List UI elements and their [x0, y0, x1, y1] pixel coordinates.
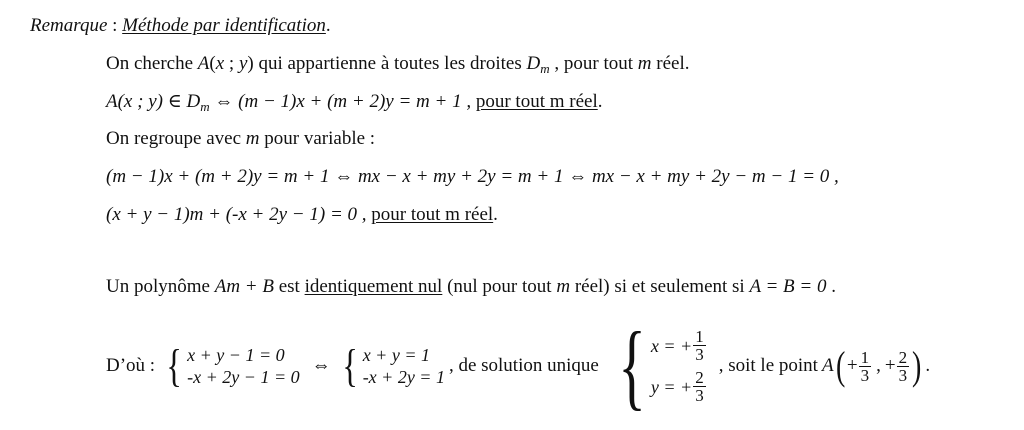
- l5-end: .: [493, 204, 498, 225]
- sol-text: , de solution unique: [448, 355, 599, 376]
- l1-b: A: [197, 53, 210, 74]
- system-1-rows: [187, 344, 299, 388]
- p1-frac: [859, 349, 872, 384]
- p1-sign: +: [846, 355, 858, 376]
- l1-a: On cherche: [106, 53, 198, 74]
- soit-text: , soit le point: [718, 355, 818, 376]
- title-sep: :: [107, 15, 123, 36]
- l5-und: pour tout m réel: [371, 204, 494, 225]
- system-3-rows: [651, 328, 707, 404]
- system-3: [609, 312, 707, 419]
- l6-und: identiquement nul: [304, 276, 443, 297]
- x-eq: x = +: [650, 335, 693, 356]
- p2-num: 2: [898, 347, 908, 367]
- l7-end: .: [925, 355, 931, 376]
- l5-pre: (x + y − 1)m + (-x + 2y − 1) = 0 ,: [106, 204, 372, 225]
- brace-1-icon: {: [166, 340, 182, 391]
- l1-f: y: [238, 53, 248, 74]
- point-A: A: [821, 355, 834, 376]
- l6-d: (nul pour tout: [442, 276, 557, 297]
- l1-m: réel.: [651, 53, 690, 74]
- y-num: 2: [695, 368, 704, 387]
- l6-e: m: [556, 276, 571, 297]
- y-solution: [651, 369, 707, 404]
- l1-e: ;: [224, 53, 239, 74]
- system-2: [339, 340, 445, 391]
- l1-l: m: [637, 53, 652, 74]
- l4-text: (m − 1)x + (m + 2)y = m + 1 ⇔ mx − x + my + 2y = m + 1 ⇔ mx − x + my + 2y − m − 1 = 0 ,: [106, 166, 839, 187]
- p2-frac: [897, 349, 910, 384]
- x-solution: [651, 328, 707, 363]
- title-line: [30, 14, 331, 38]
- line-2: [106, 90, 602, 119]
- p1-den: 3: [860, 365, 870, 385]
- line-4: [106, 165, 839, 189]
- line-1: [106, 52, 689, 81]
- left-paren-icon: (: [835, 343, 845, 388]
- system-1: [163, 340, 300, 391]
- p-comma: ,: [876, 355, 881, 376]
- brace-3-icon: {: [618, 312, 646, 419]
- doun: D’où :: [106, 355, 156, 376]
- s1-r1: x + y − 1 = 0: [187, 345, 285, 365]
- title-end: .: [325, 15, 331, 36]
- l1-j: m: [540, 61, 550, 76]
- p1-num: 1: [860, 347, 870, 367]
- l6-b: Am + B: [214, 276, 274, 297]
- l2-mid: ⇔ (m − 1)x + (m + 2)y = m + 1 ,: [209, 91, 476, 112]
- l3-a: On regroupe avec: [106, 128, 246, 149]
- s2-r1: x + y = 1: [362, 345, 430, 365]
- l6-h: .: [826, 276, 836, 297]
- l1-i: D: [526, 53, 541, 74]
- l2-end: .: [597, 91, 603, 112]
- l1-h: qui appartienne à toutes les droites: [253, 53, 527, 74]
- s2-r2: -x + 2y = 1: [362, 367, 445, 387]
- l6-f: réel) si et seulement si: [570, 276, 750, 297]
- p2-sign: +: [884, 355, 896, 376]
- l6-a: Un polynôme: [106, 276, 215, 297]
- y-frac: [693, 369, 706, 404]
- equiv: ⇔: [311, 355, 331, 376]
- p2-den: 3: [898, 365, 908, 385]
- l1-g: ): [247, 53, 254, 74]
- line-3: [106, 127, 375, 151]
- line-6: [106, 275, 836, 299]
- line-7: [106, 312, 931, 419]
- x-frac: [693, 328, 706, 363]
- brace-2-icon: {: [341, 340, 358, 391]
- y-eq: y = +: [650, 376, 693, 397]
- l1-d: x: [215, 53, 225, 74]
- s1-r2: -x + 2y − 1 = 0: [187, 367, 300, 387]
- l2-und: pour tout m réel: [475, 91, 598, 112]
- line-5: [106, 203, 498, 227]
- l3-b: m: [245, 128, 260, 149]
- l6-g: A = B = 0: [749, 276, 827, 297]
- l2-sub: m: [200, 99, 210, 114]
- x-num: 1: [695, 327, 704, 346]
- l6-c: est: [273, 276, 305, 297]
- remark-label: Remarque: [30, 15, 108, 36]
- l2-pre: A(x ; y) ∈ D: [106, 91, 201, 112]
- l1-c: (: [209, 53, 216, 74]
- system-2-rows: [363, 344, 445, 388]
- l3-c: pour variable :: [259, 128, 376, 149]
- y-den: 3: [695, 386, 704, 405]
- right-paren-icon: ): [912, 343, 922, 388]
- l1-k: , pour tout: [549, 53, 638, 74]
- x-den: 3: [695, 345, 704, 364]
- method-title: Méthode par identification: [122, 15, 326, 36]
